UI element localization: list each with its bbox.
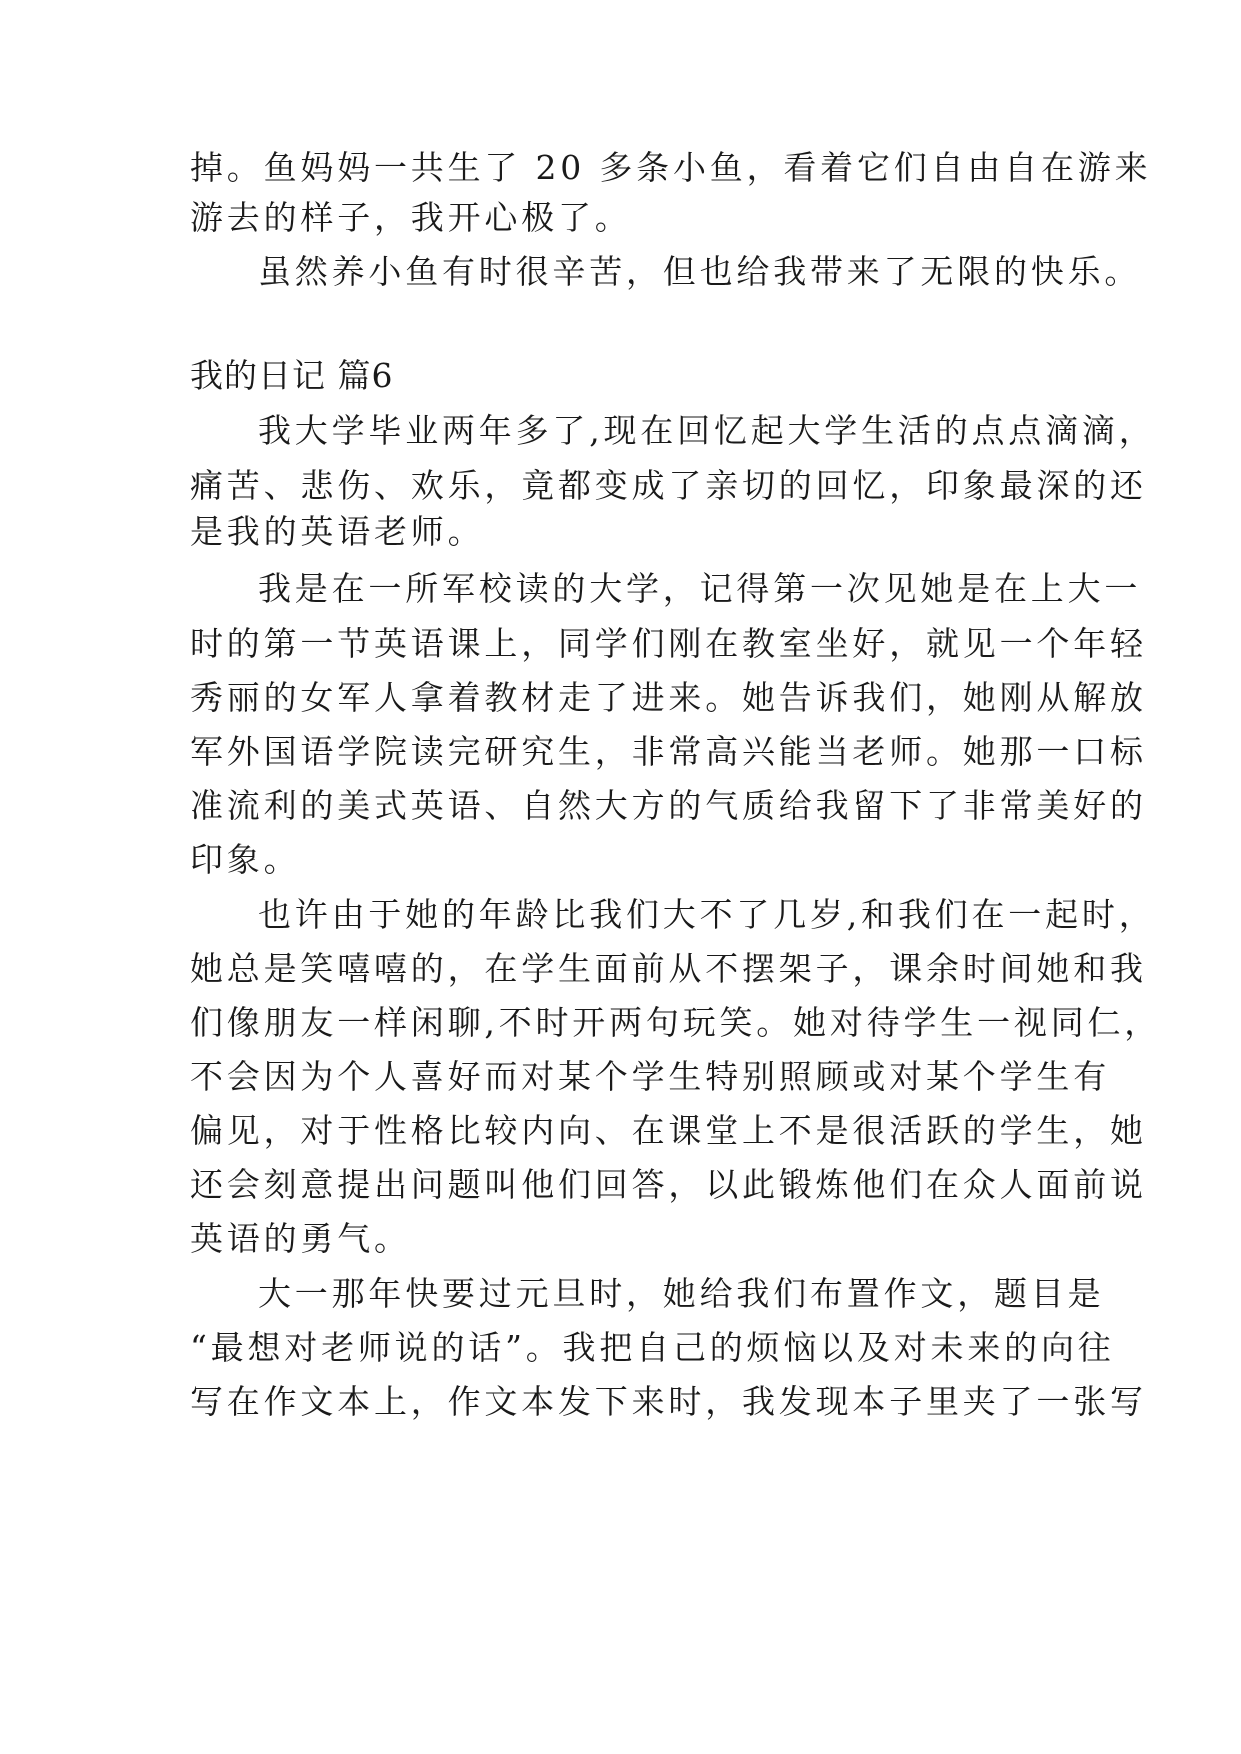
text-line: 秀丽的女军人拿着教材走了进来。她告诉我们，她刚从解放 — [190, 678, 1147, 717]
text-line: 我是在一所军校读的大学，记得第一次见她是在上大一 — [258, 569, 1142, 608]
text-line: 英语的勇气。 — [190, 1219, 411, 1258]
text-line: 写在作文本上，作文本发下来时，我发现本子里夹了一张写 — [190, 1382, 1147, 1421]
text-line: 不会因为个人喜好而对某个学生特别照顾或对某个学生有 — [190, 1057, 1110, 1096]
text-line: 时的第一节英语课上，同学们刚在教室坐好，就见一个年轻 — [190, 624, 1147, 663]
text-line: 游去的样子，我开心极了。 — [190, 198, 632, 237]
text-line: 还会刻意提出问题叫他们回答，以此锻炼他们在众人面前说 — [190, 1165, 1147, 1204]
text-line: 也许由于她的年龄比我们大不了几岁,和我们在一起时， — [258, 895, 1156, 934]
text-line: 是我的英语老师。 — [190, 512, 485, 551]
text-line: 军外国语学院读完研究生，非常高兴能当老师。她那一口标 — [190, 732, 1147, 771]
text-line: 痛苦、悲伤、欢乐，竟都变成了亲切的回忆，印象最深的还 — [190, 466, 1147, 505]
text-line: 大一那年快要过元旦时，她给我们布置作文，题目是 — [258, 1274, 1105, 1313]
text-line: 掉。鱼妈妈一共生了 20 多条小鱼，看着它们自由自在游来 — [190, 148, 1152, 187]
text-line: 我大学毕业两年多了,现在回忆起大学生活的点点滴滴， — [258, 411, 1156, 450]
text-line: 她总是笑嘻嘻的，在学生面前从不摆架子，课余时间她和我 — [190, 949, 1147, 988]
text-line: 们像朋友一样闲聊,不时开两句玩笑。她对待学生一视同仁， — [190, 1003, 1162, 1042]
text-line: 偏见，对于性格比较内向、在课堂上不是很活跃的学生，她 — [190, 1111, 1147, 1150]
section-heading: 我的日记 篇6 — [190, 356, 394, 395]
text-line: 虽然养小鱼有时很辛苦，但也给我带来了无限的快乐。 — [258, 252, 1142, 291]
text-line: 印象。 — [190, 840, 301, 879]
text-line: 准流利的美式英语、自然大方的气质给我留下了非常美好的 — [190, 786, 1147, 825]
text-line: “最想对老师说的话”。我把自己的烦恼以及对未来的向往 — [190, 1328, 1115, 1367]
